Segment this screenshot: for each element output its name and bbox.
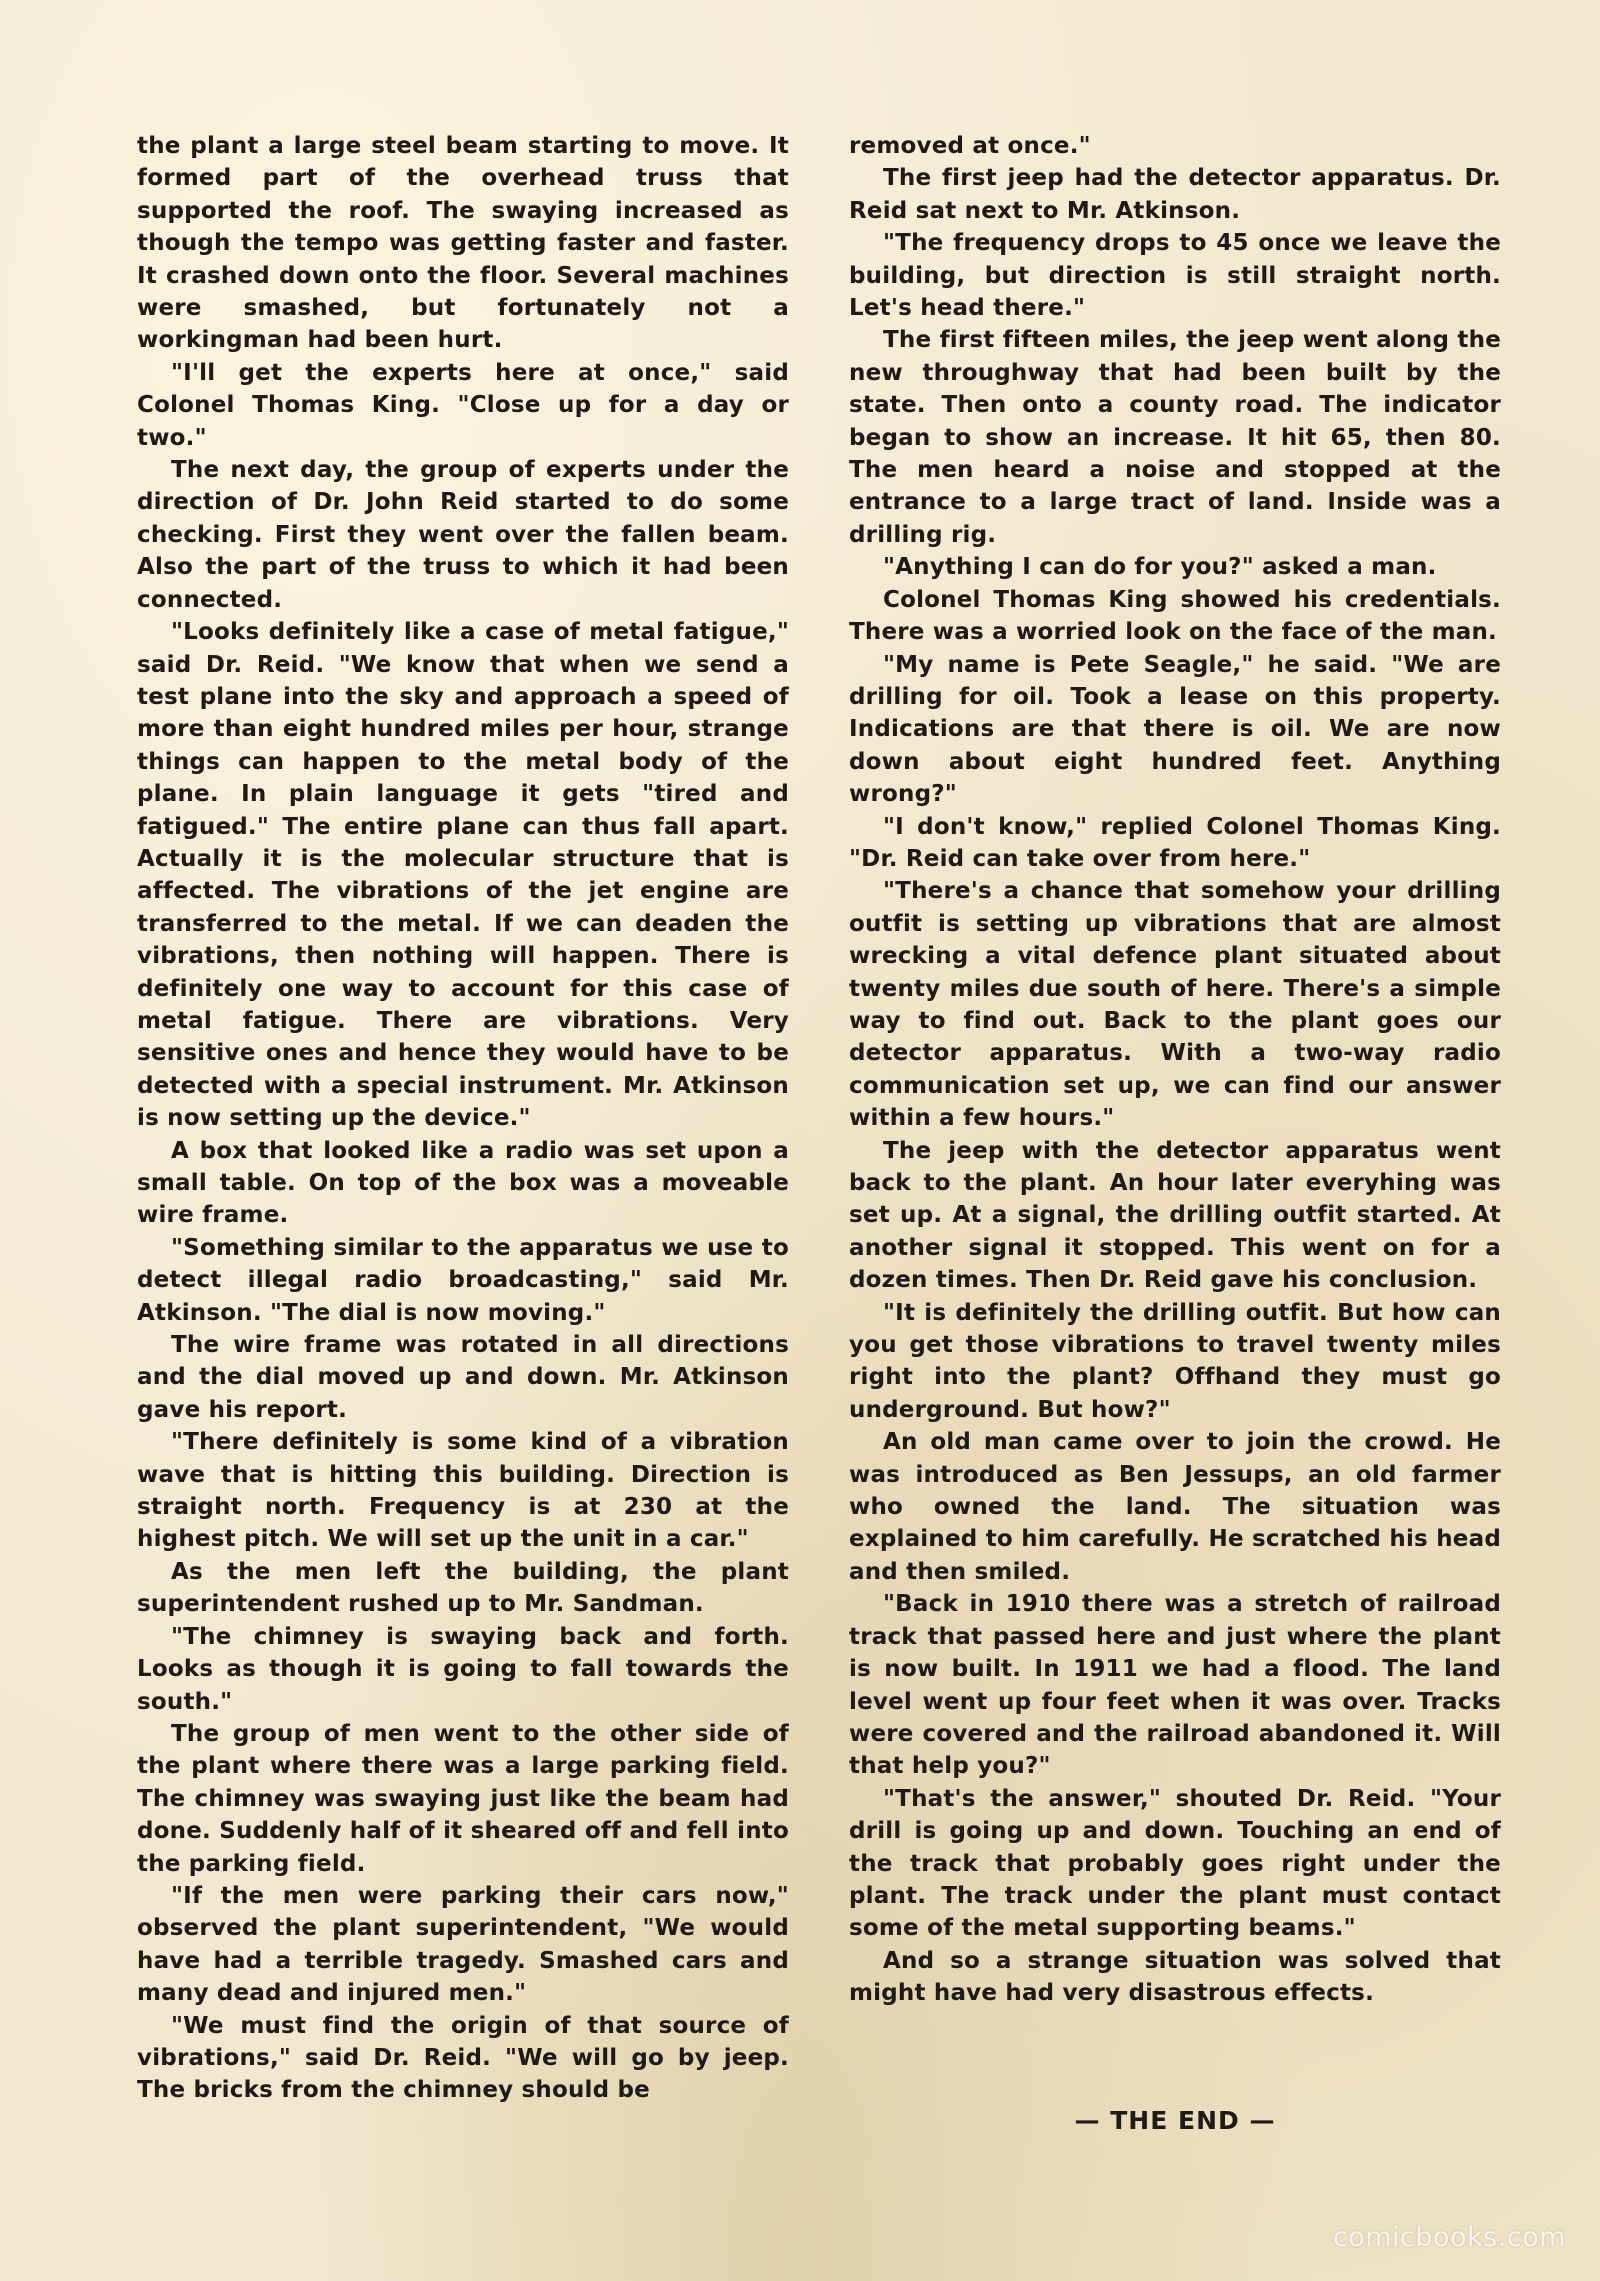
paragraph: "The frequency drops to 45 once we leave the building, but direction is still straight north. Let's head there." [849, 230, 1501, 322]
paragraph: The next day, the group of experts under the direction of Dr. John Reid started to do some checking. First they went over the fallen beam. Also the part of the truss to which it had been connected. [137, 457, 789, 613]
paragraph: the plant a large steel beam starting to move. It formed part of the overhead truss that supported the roof. The swaying increased as though the tempo was getting faster and faster. It crashed down onto the floor. Several machines were smashed, but fortunately not a workingman had been hurt. [137, 133, 789, 354]
paragraph: removed at once." [849, 133, 1091, 159]
paragraph: "It is definitely the drilling outfit. But how can you get those vibrations to travel twenty miles right into the plant? Offhand they must go underground. But how?" [849, 1299, 1501, 1423]
paragraph: "I don't know," replied Colonel Thomas King. "Dr. Reid can take over from here." [849, 813, 1501, 872]
paragraph: As the men left the building, the plant superintendent rushed up to Mr. Sandman. [137, 1558, 789, 1618]
paragraph: Colonel Thomas King showed his credentials. There was a worried look on the face of the man. [849, 586, 1501, 646]
paragraph: A box that looked like a radio was set upon a small table. On top of the box was a moveable wire frame. [137, 1137, 789, 1229]
paragraph: The first fifteen miles, the jeep went along the new throughway that had been built by the state. Then onto a county road. The indicator began to show an increase. It hit 65, then 80. The men heard a noise and stopped at the entrance to a large tract of land. Inside was a drilling rig. [849, 327, 1501, 548]
the-end-mark: — THE END — [1074, 2106, 1276, 2135]
paragraph: "The chimney is swaying back and forth. Looks as though it is going to fall towards the south." [137, 1623, 789, 1715]
paragraph: "Something similar to the apparatus we use to detect illegal radio broadcasting," said Mr. Atkinson. "The dial is now moving." [137, 1234, 789, 1326]
paragraph: The wire frame was rotated in all directions and the dial moved up and down. Mr. Atkinson gave his report. [137, 1332, 789, 1423]
site-watermark: comicbooks.com [1332, 2222, 1566, 2253]
paragraph: The jeep with the detector apparatus went back to the plant. An hour later everyhing was set up. At a signal, the drilling outfit started. At another signal it stopped. This went on for a dozen times. Then Dr. Reid gave his conclusion. [849, 1137, 1501, 1294]
paragraph: An old man came over to join the crowd. He was introduced as Ben Jessups, an old farmer who owned the land. The situation was explained to him carefully. He scratched his head and then smiled. [849, 1429, 1501, 1585]
paragraph: "There definitely is some kind of a vibration wave that is hitting this building. Direction is straight north. Frequency is at 230 at the highest pitch. We will set up the unit in a car." [137, 1429, 789, 1553]
paragraph: The group of men went to the other side of the plant where there was a large parking field. The chimney was swaying just like the beam had done. Suddenly half of it sheared off and fell into the parking field. [137, 1720, 789, 1877]
paragraph: And so a strange situation was solved that might have had very disastrous effects. [849, 1947, 1501, 2007]
paragraph: "Anything I can do for you?" asked a man. [883, 554, 1437, 581]
paragraph: "That's the answer," shouted Dr. Reid. "Your drill is going up and down. Touching an end of the track that probably goes right under the plant. The track under the plant must contact some of the metal supporting beams." [849, 1785, 1501, 1942]
paragraph: "There's a chance that somehow your drilling outfit is setting up vibrations that are almost wrecking a vital defence plant situated about twenty miles due south of here. There's a simple way to find out. Back to the plant goes our detector apparatus. With a two-way radio communication set up, we can find our answer within a few hours." [849, 878, 1501, 1132]
paragraph: The first jeep had the detector apparatus. Dr. Reid sat next to Mr. Atkinson. [849, 165, 1501, 224]
paragraph: "If the men were parking their cars now," observed the plant superintendent, "We would have had a terrible tragedy. Smashed cars and many dead and injured men." [137, 1882, 789, 2007]
paragraph: "I'll get the experts here at once," said Colonel Thomas King. "Close up for a day or two." [137, 359, 789, 451]
right-text-column [849, 130, 1501, 2010]
paragraph: "My name is Pete Seagle," he said. "We are drilling for oil. Took a lease on this property. Indications are that there is oil. We are now down about eight hundred feet. Anything wrong?" [849, 651, 1501, 808]
paragraph: "We must find the origin of that source of vibrations," said Dr. Reid. "We will go by jeep. The bricks from the chimney should be [137, 2012, 789, 2104]
paragraph: "Back in 1910 there was a stretch of railroad track that passed here and just where the plant is now built. In 1911 we had a flood. The land level went up four feet when it was over. Tracks were covered and the railroad abandoned it. Will that help you?" [849, 1591, 1501, 1780]
left-text-column [137, 130, 789, 2107]
paragraph: "Looks definitely like a case of metal fatigue," said Dr. Reid. "We know that when we send a test plane into the sky and approach a speed of more than eight hundred miles per hour, strange things can happen to the metal body of the plane. In plain language it gets "tired and fatigued." The entire plane can thus fall apart. Actually it is the molecular structure that is affected. The vibrations of the jet engine are transferred to the metal. If we can deaden the vibrations, then nothing will happen. There is definitely one way to account for this case of metal fatigue. There are vibrations. Very sensitive ones and hence they would have to be detected with a special instrument. Mr. Atkinson is now setting up the device." [137, 619, 789, 1132]
